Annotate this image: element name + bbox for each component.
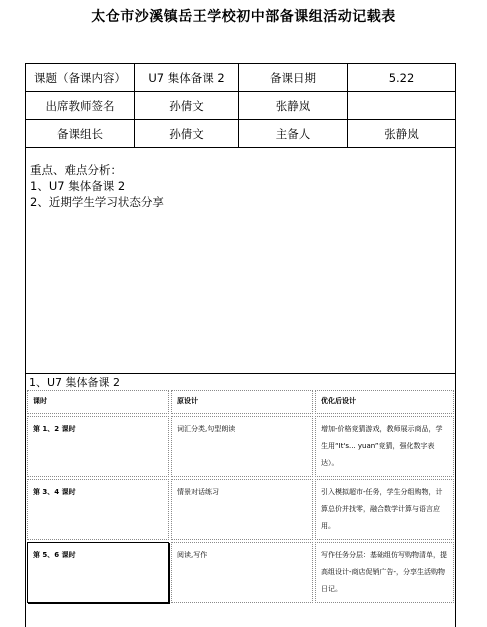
page-title: 太仓市沙溪镇岳王学校初中部备课组活动记载表 <box>91 9 396 25</box>
plan-header-original: 原设计 <box>171 390 313 414</box>
plan-original: 阅读,写作 <box>171 542 313 603</box>
plan-original: 词汇分类,句型朗读 <box>171 416 313 477</box>
plan-period: 第 3、4 课时 <box>27 479 169 540</box>
plan-period: 第 1、2 课时 <box>27 416 169 477</box>
attendee-1: 孙倩文 <box>135 92 239 120</box>
header-row-leader <box>26 120 456 148</box>
plan-optimized: 引入模拟超市-任务，学生分组购物，计算总价并找零，融合数学计算与语言应用。 <box>315 479 454 540</box>
header-row-attendance <box>26 92 456 120</box>
analysis-item: 2、近期学生学习状态分享 <box>30 195 164 209</box>
topic-value: U7 集体备课 2 <box>135 64 239 92</box>
plan-row <box>27 416 454 477</box>
analysis-box <box>25 147 456 374</box>
main-preparer-value: 张静岚 <box>348 120 456 148</box>
attendance-label: 出席教师签名 <box>26 92 135 120</box>
topic-label: 课题（备课内容） <box>26 64 135 92</box>
plan-row <box>27 479 454 540</box>
analysis-item: 1、U7 集体备课 2 <box>30 179 126 193</box>
plan-section-title: 1、U7 集体备课 2 <box>29 376 121 389</box>
plan-original: 情景对话练习 <box>171 479 313 540</box>
attendee-2: 张静岚 <box>239 92 348 120</box>
plan-header-row <box>27 390 454 414</box>
plan-period: 第 5、6 课时 <box>27 542 169 603</box>
header-row-topic <box>26 64 456 92</box>
plan-table <box>25 388 456 605</box>
plan-header-period: 课时 <box>27 390 169 414</box>
date-label: 备课日期 <box>239 64 348 92</box>
leader-label: 备课组长 <box>26 120 135 148</box>
attendee-blank <box>348 92 456 120</box>
analysis-heading: 重点、难点分析： <box>30 163 122 177</box>
header-table <box>25 63 456 148</box>
plan-optimized: 增加-价格竞猜游戏，教师展示商品，学生用“It's... yuan”竞猜，强化数字表达）。 <box>315 416 454 477</box>
plan-header-optimized: 优化后设计 <box>315 390 454 414</box>
main-preparer-label: 主备人 <box>239 120 348 148</box>
plan-row <box>27 542 454 603</box>
plan-optimized: 写作任务分层：基础组仿写购物清单，提高组设计-商店促销广告-，分享生活购物日记。 <box>315 542 454 603</box>
leader-value: 孙倩文 <box>135 120 239 148</box>
date-value: 5.22 <box>348 64 456 92</box>
